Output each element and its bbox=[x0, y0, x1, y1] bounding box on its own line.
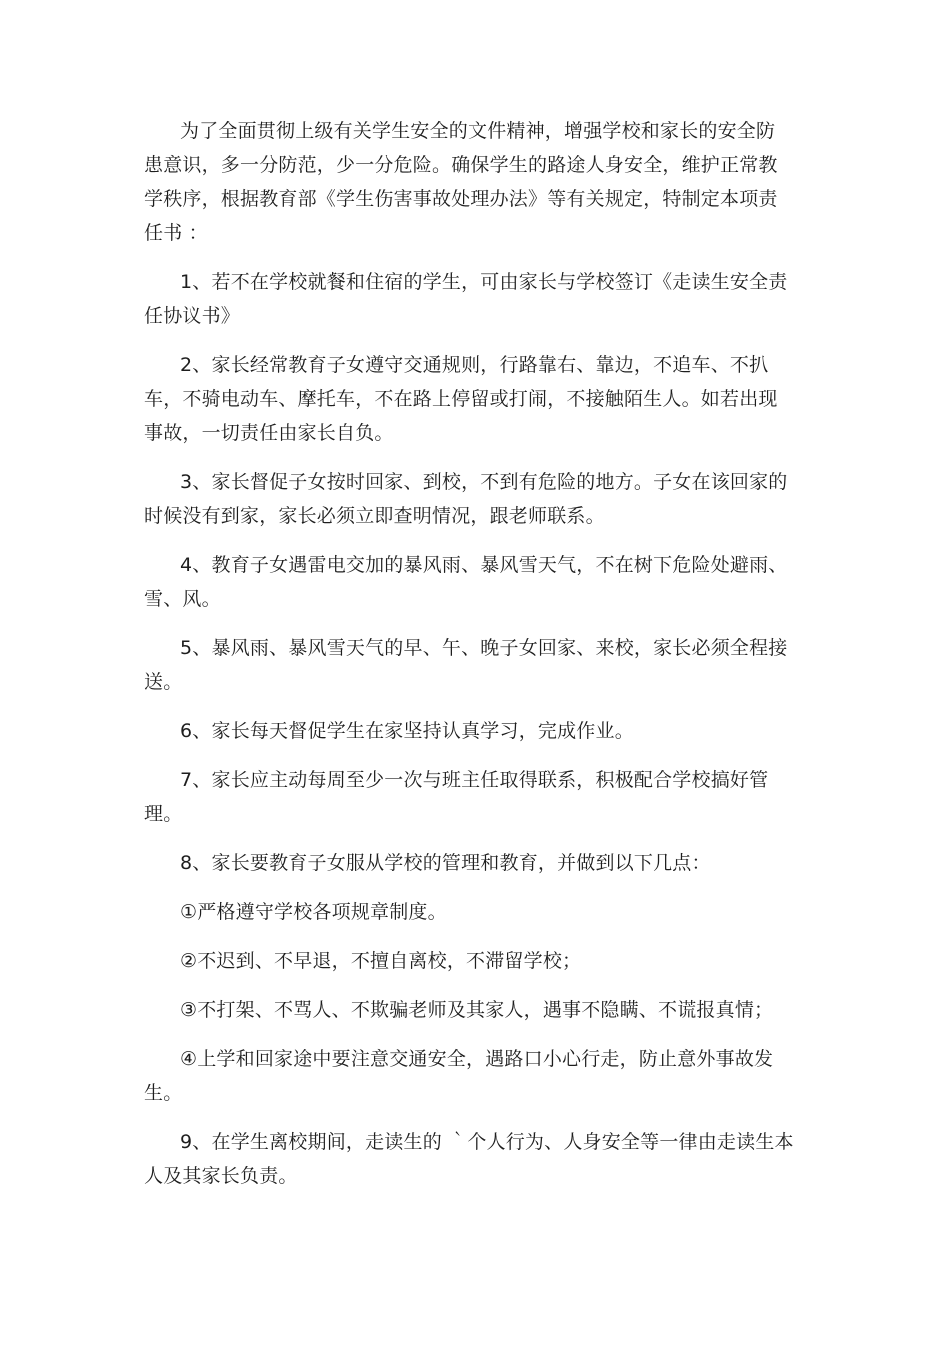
sub-clause-2: ②不迟到、不早退，不擅自离校，不滞留学校； bbox=[180, 950, 582, 972]
clause-9: 9、在学生离校期间，走读生的 ｀个人行为、人身安全等一律由走读生本人及其家长负责。 bbox=[144, 1131, 794, 1187]
intro-paragraph: 为了全面贯彻上级有关学生安全的文件精神，增强学校和家长的安全防患意识，多一分防范，少一分危险。确保学生的路途人身安全，维护正常教学秩序，根据教育部《学生伤害事故处理办法》等有关规定，特制定本项责任书 ： bbox=[144, 120, 778, 244]
sub-clause-3: ③不打架、不骂人、不欺骗老师及其家人，遇事不隐瞒、不谎报真情； bbox=[180, 999, 774, 1021]
sub-clause-4: ④上学和回家途中要注意交通安全，遇路口小心行走，防止意外事故发生。 bbox=[144, 1048, 774, 1104]
clause-7: 7、家长应主动每周至少一次与班主任取得联系，积极配合学校搞好管理。 bbox=[144, 769, 769, 825]
clause-6: 6、家长每天督促学生在家坚持认真学习，完成作业。 bbox=[180, 720, 634, 742]
clause-4: 4、教育子女遇雷电交加的暴风雨、暴风雪天气，不在树下危险处避雨、雪、风。 bbox=[144, 554, 788, 610]
sub-clause-1: ①严格遵守学校各项规章制度。 bbox=[180, 901, 447, 923]
clause-1: 1、若不在学校就餐和住宿的学生，可由家长与学校签订《走读生安全责任协议书》 bbox=[144, 271, 788, 327]
document-body bbox=[144, 114, 794, 1193]
clause-3: 3、家长督促子女按时回家、到校，不到有危险的地方。子女在该回家的时候没有到家，家长必须立即查明情况，跟老师联系。 bbox=[144, 471, 788, 527]
clause-2: 2、家长经常教育子女遵守交通规则，行路靠右、靠边，不追车、不扒车，不骑电动车、摩托车，不在路上停留或打闹，不接触陌生人。如若出现事故，一切责任由家长自负。 bbox=[144, 354, 778, 444]
clause-5: 5、暴风雨、暴风雪天气的早、午、晚子女回家、来校，家长必须全程接送。 bbox=[144, 637, 788, 693]
clause-8: 8、家长要教育子女服从学校的管理和教育，并做到以下几点： bbox=[180, 852, 711, 874]
